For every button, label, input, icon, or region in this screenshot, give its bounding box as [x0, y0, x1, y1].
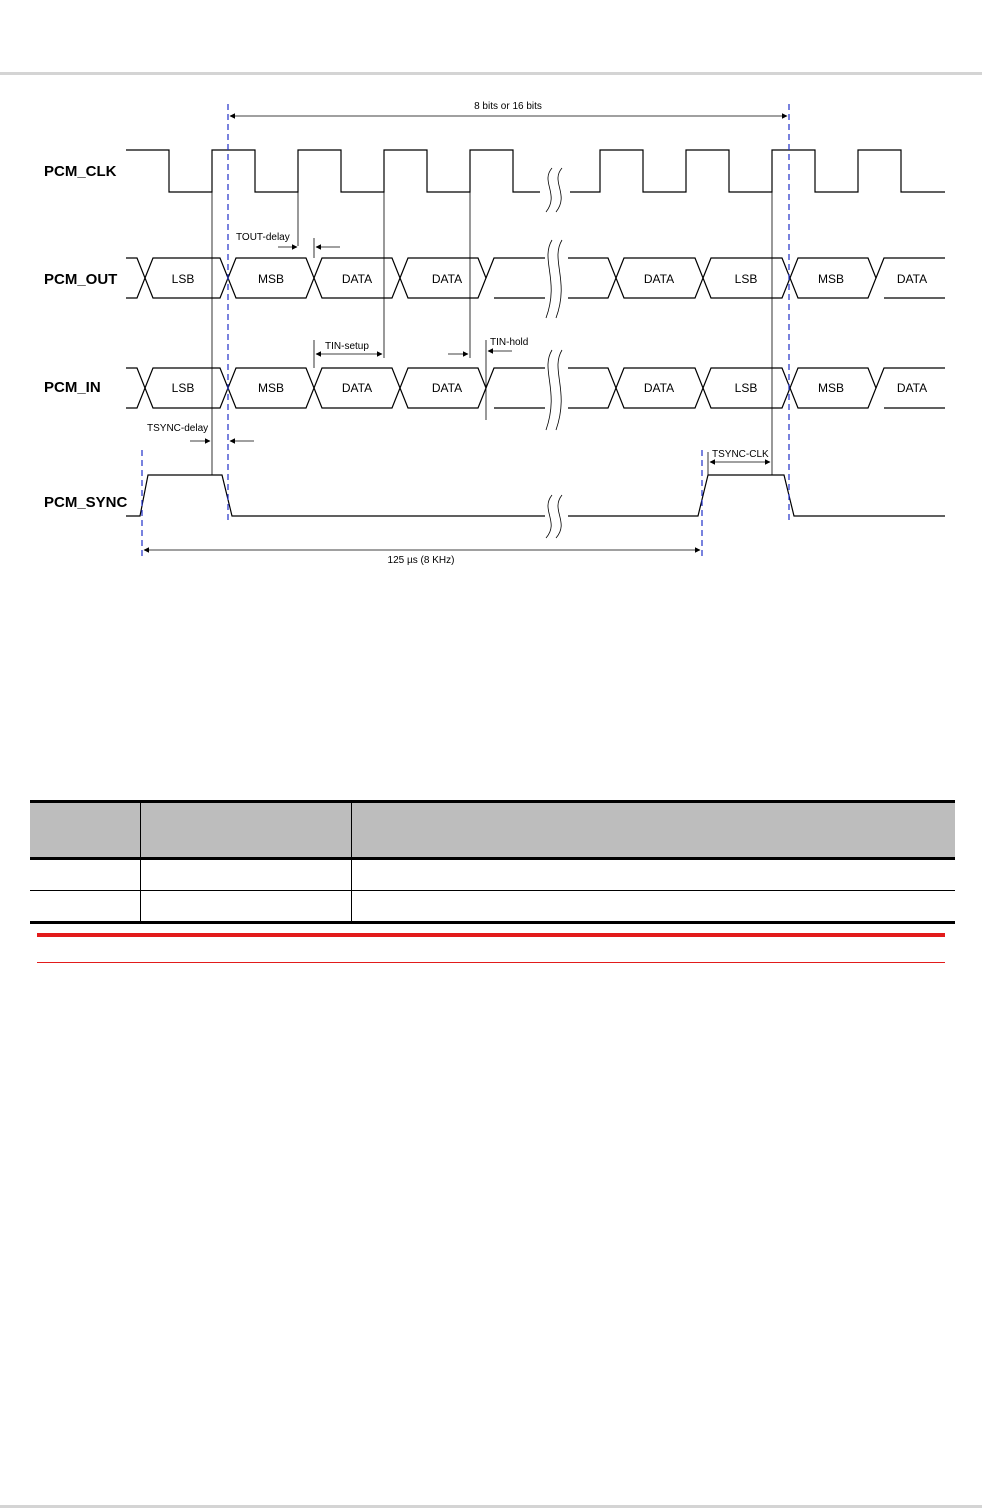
- out-cell-4: DATA: [431, 272, 463, 286]
- period-label: 125 µs (8 KHz): [387, 555, 455, 566]
- in-cell-5: DATA: [643, 381, 675, 395]
- table-cell: [141, 891, 352, 923]
- tsync-clk-label: TSYNC-CLK: [712, 449, 769, 460]
- pcm-sync-label: PCM_SYNC: [44, 494, 128, 511]
- tin-hold-label: TIN-hold: [490, 337, 529, 348]
- out-cell-5: DATA: [643, 272, 675, 286]
- table-cell: [30, 891, 141, 923]
- clk-break-mark: [546, 168, 562, 212]
- in-cell-2: MSB: [257, 381, 285, 395]
- header-rule: [0, 72, 982, 75]
- table-header-cell: [352, 802, 956, 859]
- out-cell-7: MSB: [817, 272, 845, 286]
- out-cell-2: MSB: [257, 272, 285, 286]
- sync-break-mark: [546, 495, 562, 538]
- pcm-clk-wave: [126, 150, 945, 192]
- pcm-timing-diagram: [0, 90, 982, 580]
- tsync-delay-label: TSYNC-delay: [147, 423, 209, 434]
- out-cell-8: DATA: [896, 272, 928, 286]
- in-cell-3: DATA: [341, 381, 373, 395]
- table-row: [30, 859, 955, 891]
- pcm-clk-label: PCM_CLK: [44, 163, 117, 180]
- table-header-row: [30, 802, 955, 859]
- timing-parameters-table: [30, 800, 955, 924]
- pcm-in-label: PCM_IN: [44, 379, 101, 396]
- in-cell-8: DATA: [896, 381, 928, 395]
- in-cell-6: LSB: [734, 381, 758, 395]
- table-row: [30, 891, 955, 923]
- footer-rule: [0, 1505, 982, 1508]
- accent-rule-thick: [37, 933, 945, 937]
- table-cell: [352, 859, 956, 891]
- in-cell-7: MSB: [817, 381, 845, 395]
- accent-rule-thin: [37, 962, 945, 963]
- table-header-cell: [141, 802, 352, 859]
- table-header-cell: [30, 802, 141, 859]
- table-cell: [352, 891, 956, 923]
- out-cell-6: LSB: [734, 272, 758, 286]
- in-cell-4: DATA: [431, 381, 463, 395]
- tin-setup-label: TIN-setup: [325, 341, 369, 352]
- pcm-out-label: PCM_OUT: [44, 271, 118, 288]
- in-cell-1: LSB: [171, 381, 195, 395]
- frame-bits-label: 8 bits or 16 bits: [474, 101, 542, 112]
- table-cell: [30, 859, 141, 891]
- table-cell: [141, 859, 352, 891]
- out-cell-3: DATA: [341, 272, 373, 286]
- tout-delay-label: TOUT-delay: [236, 232, 290, 243]
- pcm-sync-wave: [126, 475, 945, 516]
- out-cell-1: LSB: [171, 272, 195, 286]
